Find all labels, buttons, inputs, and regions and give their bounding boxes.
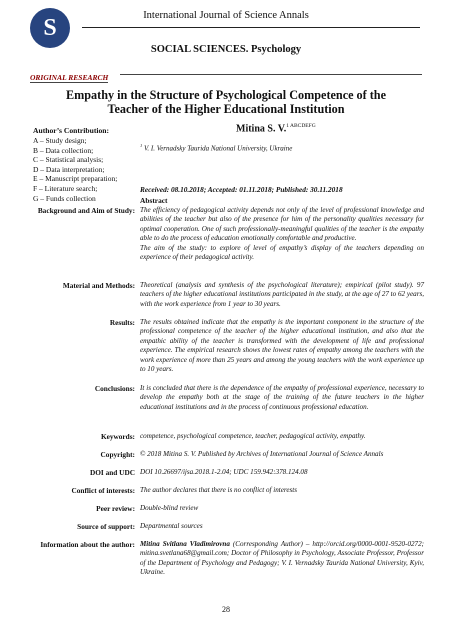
copyright-text: © 2018 Mitina S. V. Published by Archives of International Journal of Science Annals — [140, 450, 384, 458]
doi-text: DOI 10.26697/ijsa.2018.1-2.04; UDC 159.942:378.124.08 — [140, 468, 308, 476]
affiliation-number: 1 — [140, 143, 143, 148]
peer-review-label: Peer review: — [96, 504, 135, 513]
contribution-item: D – Data interpretation; — [33, 164, 105, 174]
aim-paragraph: The aim of the study: to explore of level of empathy’s display of the teachers depending on experience of their pedagogical activity. — [140, 243, 424, 262]
contribution-item: E – Manuscript preparation; — [33, 174, 118, 184]
page-number: 28 — [222, 605, 230, 614]
methods-label: Material and Methods: — [62, 281, 135, 290]
conflict-text: The author declares that there is no conflict of interests — [140, 486, 298, 494]
author-affiliation — [140, 143, 292, 152]
contribution-list — [33, 136, 117, 203]
conclusions-text: It is concluded that there is the dependence of the empathy of professional experience, necessary to develop the empathy both at the stage of the training of the future teachers in the higher educational institutions and in the process of continuous professional education. — [140, 384, 424, 411]
background-text — [140, 206, 424, 262]
author-marks: 1 ABCDEFG — [286, 123, 316, 129]
journal-name: International Journal of Science Annals — [143, 10, 309, 21]
affiliation-text: V. I. Vernadsky Taurida National University, Ukraine — [144, 144, 293, 153]
contribution-heading: Author’s Contribution: — [33, 126, 110, 135]
methods-text: Theoretical (analysis and synthesis of the psychological literature); empirical (pilot study). 97 teachers of the higher educational institutions participated in the study, at the age of 27 to 62 years, with the work experience from 1 year to 30 years. — [140, 281, 424, 308]
about-author-name: Mitina Svitlana Vladimirovna — [140, 540, 230, 548]
keywords-text: competence, psychological competence, teacher, pedagogical activity, empathy. — [140, 432, 366, 440]
about-author-label: Information about the author: — [40, 540, 135, 549]
contribution-item: F – Literature search; — [33, 183, 98, 193]
about-author-text — [140, 540, 424, 578]
about-author-details: (Corresponding Author) – http://orcid.org/0000-0001-9520-0272; mitina.svetlana68@gmail.com; Doctor of Philosophy in Psychology, Associate Professor, Professor of the Department of Psychology and Pedagogy; V. I. Vernadsky Taurida National University, Kyiv, Ukraine. — [140, 540, 424, 577]
contribution-item: A – Study design; — [33, 136, 87, 145]
article-type-label: ORIGINAL RESEARCH — [30, 73, 109, 82]
author-name — [236, 123, 316, 134]
keywords-label: Keywords: — [100, 432, 135, 441]
peer-review-text: Double-blind review — [140, 504, 199, 512]
results-label: Results: — [109, 318, 135, 327]
conclusions-label: Conclusions: — [94, 384, 135, 393]
background-paragraph: The efficiency of pedagogical activity depends not only of the level of professional knowledge and abilities of the teacher but also of the presence for him of the personality qualities necessary for optimal cooperation. One of such professionally-meaningful qualities of the teacher is the empathy able to do the process of education emotionally comfortable and productive. — [140, 206, 424, 243]
background-label: Background and Aim of Study: — [37, 206, 135, 215]
article-title: Empathy in the Structure of Psychological Competence of the Teacher of the Higher Educational Institution — [66, 88, 386, 116]
section-heading: SOCIAL SCIENCES. Psychology — [150, 44, 302, 55]
contribution-item: C – Statistical analysis; — [33, 155, 104, 165]
contribution-item: G – Funds collection — [33, 193, 96, 203]
support-text: Departmental sources — [140, 522, 203, 530]
abstract-heading: Abstract — [140, 196, 168, 205]
article-type-row — [30, 67, 422, 85]
doi-label: DOI and UDC — [89, 468, 135, 477]
journal-logo: S — [30, 8, 70, 48]
results-text: The results obtained indicate that the empathy is the important component in the structure of the professional competence of the teacher of the higher educational institution, and also that the empathic ability of the teacher is transformed with the development of life and professional experience. The empirical research shows the lowest rates of empathy among the teachers with the work experience of more than 25 years and among the young teachers with the work experience up to 10 years. — [140, 318, 424, 374]
conflict-label: Conflict of interests: — [71, 486, 135, 495]
author-name-text: Mitina S. V. — [236, 123, 287, 135]
article-type-rule — [120, 74, 422, 75]
contribution-item: B – Data collection; — [33, 145, 94, 155]
copyright-label: Copyright: — [100, 450, 135, 459]
support-label: Source of support: — [77, 522, 135, 531]
publication-dates: Received: 08.10.2018; Accepted: 01.11.2018; Published: 30.11.2018 — [140, 185, 343, 194]
header-rule — [82, 27, 420, 28]
